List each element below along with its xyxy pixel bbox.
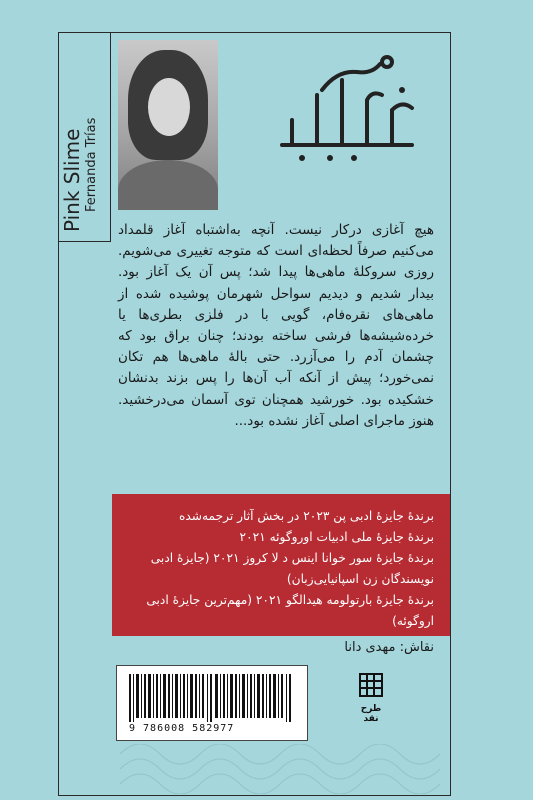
award-item: برندهٔ جایزهٔ سور خوانا اینس د لا کروز ۲۰۲۱ (جایزهٔ ادبی نویسندگان زن اسپانیایی‌زبان) (150, 551, 434, 586)
author-photo (118, 40, 218, 210)
barcode-box (116, 665, 308, 741)
publisher-emblem-icon (356, 670, 386, 700)
barcode-number: 9 786008 582977 (129, 723, 235, 734)
publisher-name-line1: طرح (360, 704, 382, 714)
series-logo-icon (262, 50, 432, 170)
awards-panel (112, 494, 450, 636)
publisher-logo (356, 670, 386, 738)
photo-face (148, 78, 190, 136)
spine-author: Fernanda Trías (84, 117, 99, 212)
award-item: برندهٔ جایزهٔ ملی ادبیات اوروگوئه ۲۰۲۱ (239, 530, 434, 544)
series-logo (262, 50, 432, 170)
synopsis-text: هیچ آغازی درکار نیست. آنچه به‌اشتباه آغاز قلمداد می‌کنیم صرفاً لحظه‌ای است که متوجه تغییری می‌شویم. روزی سروکلهٔ ماهی‌ها پیدا شد؛ پس آن یک آغاز بود. بیدار شدیم و دیدیم سواحل شهرمان پوشیده شده از ماهی‌های نقره‌فام، گویی با در فلزی بطری‌ها یا خرده‌شیشه‌ها فرشی ساخته بودند؛ چنان براق بود که چشمان آدم را می‌آزرد. حتی بالهٔ ماهی‌ها هم تکان نمی‌خورد؛ پیش از آنکه آب آن‌ها را پس بزند بدنشان خشکیده بود. خورشید همچنان توی آسمان می‌درخشید. هنوز ماجرای اصلی آغاز نشده بود... (118, 222, 434, 429)
award-item: برندهٔ جایزهٔ بارتولومه هیدالگو ۲۰۲۱ (مهم‌ترین جایزهٔ ادبی اروگوئه) (146, 593, 434, 628)
barcode-icon (127, 674, 297, 722)
award-item: برندهٔ جایزهٔ ادبی پن ۲۰۲۳ در بخش آثار ترجمه‌شده (179, 509, 434, 523)
photo-shoulders (118, 160, 218, 210)
decorative-pattern (120, 744, 440, 794)
publisher-name-line2: نقد (363, 714, 379, 724)
spine-title: Pink Slime (60, 128, 84, 232)
illustrator-credit: نقاش: مهدی دانا (344, 640, 434, 655)
